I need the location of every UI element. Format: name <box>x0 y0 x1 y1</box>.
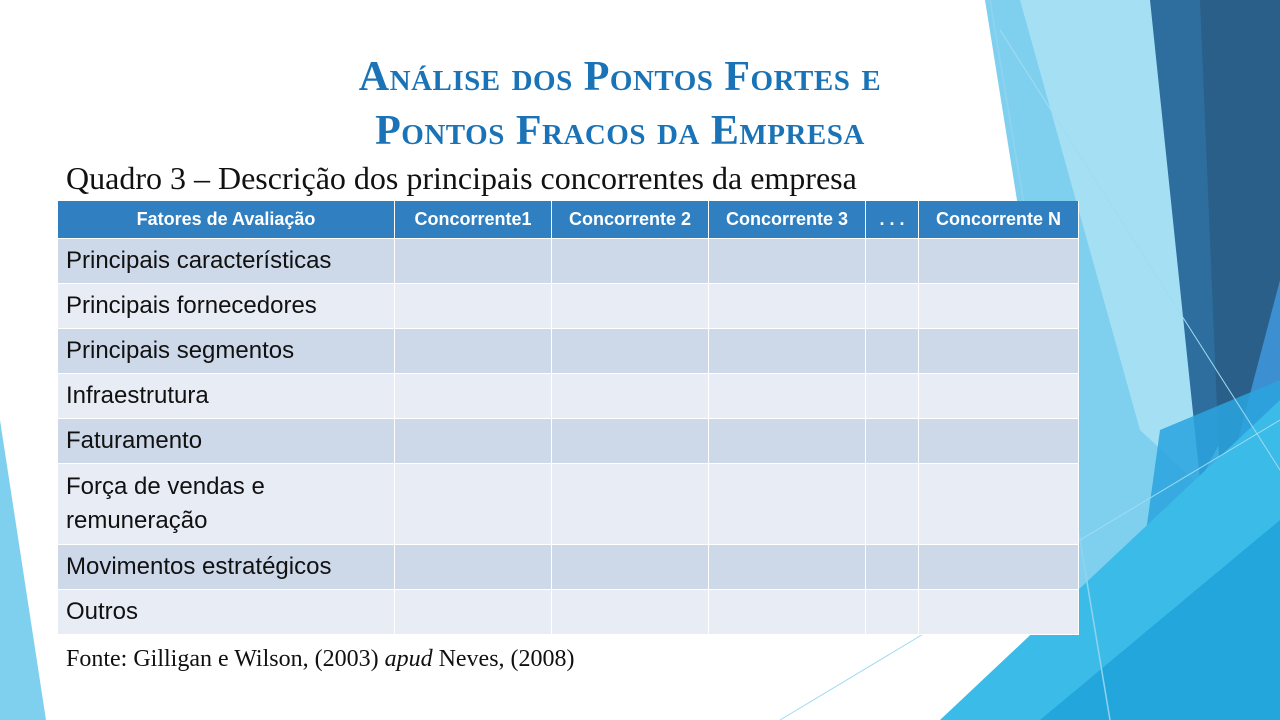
row-label: Principais segmentos <box>58 329 395 374</box>
table-cell <box>395 374 552 419</box>
table-cell <box>395 329 552 374</box>
row-label: Movimentos estratégicos <box>58 545 395 590</box>
header-fatores: Fatores de Avaliação <box>58 201 395 239</box>
table-cell <box>866 590 919 635</box>
header-concorrente-n: Concorrente N <box>919 201 1079 239</box>
table-row <box>58 464 1079 545</box>
table-cell <box>866 464 919 545</box>
table-row <box>58 419 1079 464</box>
row-label: Principais fornecedores <box>58 284 395 329</box>
header-concorrente-2: Concorrente 2 <box>552 201 709 239</box>
table-cell <box>919 545 1079 590</box>
table-row <box>58 284 1079 329</box>
table-cell <box>919 329 1079 374</box>
source-citation <box>66 646 575 673</box>
table-cell <box>552 374 709 419</box>
table-cell <box>709 590 866 635</box>
row-label: Infraestrutura <box>58 374 395 419</box>
table-cell <box>709 419 866 464</box>
table-cell <box>552 419 709 464</box>
table-cell <box>709 284 866 329</box>
row-label: Força de vendas e remuneração <box>58 464 395 545</box>
table-cell <box>709 329 866 374</box>
table-row <box>58 590 1079 635</box>
table-row <box>58 329 1079 374</box>
table-cell <box>866 545 919 590</box>
table-cell <box>919 239 1079 284</box>
title-line-1: Análise dos Pontos Fortes e <box>358 54 882 100</box>
table-row <box>58 239 1079 284</box>
table-row <box>58 545 1079 590</box>
table-cell <box>552 590 709 635</box>
table-cell <box>552 284 709 329</box>
table-cell <box>395 284 552 329</box>
table-cell <box>395 239 552 284</box>
table-cell <box>552 239 709 284</box>
table-cell <box>395 419 552 464</box>
table-cell <box>919 464 1079 545</box>
row-label: Faturamento <box>58 419 395 464</box>
source-prefix: Fonte: Gilligan e Wilson, (2003) <box>66 646 385 672</box>
table-cell <box>709 545 866 590</box>
competitors-table <box>57 201 1079 635</box>
title-line-2: Pontos Fracos da Empresa <box>375 108 865 154</box>
table-cell <box>919 419 1079 464</box>
table-cell <box>552 545 709 590</box>
slide-title <box>140 50 1100 158</box>
table-cell <box>395 590 552 635</box>
table-cell <box>866 239 919 284</box>
table-caption: Quadro 3 – Descrição dos principais concorrentes da empresa <box>66 160 857 196</box>
table-cell <box>866 329 919 374</box>
table-cell <box>919 590 1079 635</box>
table-cell <box>395 545 552 590</box>
table-row <box>58 374 1079 419</box>
row-label: Principais características <box>58 239 395 284</box>
table-header-row <box>58 201 1079 239</box>
table-cell <box>709 374 866 419</box>
table-cell <box>866 374 919 419</box>
source-suffix: Neves, (2008) <box>432 646 575 672</box>
table-cell <box>866 419 919 464</box>
header-concorrente-3: Concorrente 3 <box>709 201 866 239</box>
table-cell <box>395 464 552 545</box>
table-cell <box>919 284 1079 329</box>
table-cell <box>866 284 919 329</box>
header-concorrente-1: Concorrente1 <box>395 201 552 239</box>
header-ellipsis: . . . <box>866 201 919 239</box>
table-cell <box>552 464 709 545</box>
table-cell <box>709 239 866 284</box>
source-apud: apud <box>384 646 433 672</box>
table-cell <box>919 374 1079 419</box>
row-label: Outros <box>58 590 395 635</box>
table-cell <box>709 464 866 545</box>
table-cell <box>552 329 709 374</box>
